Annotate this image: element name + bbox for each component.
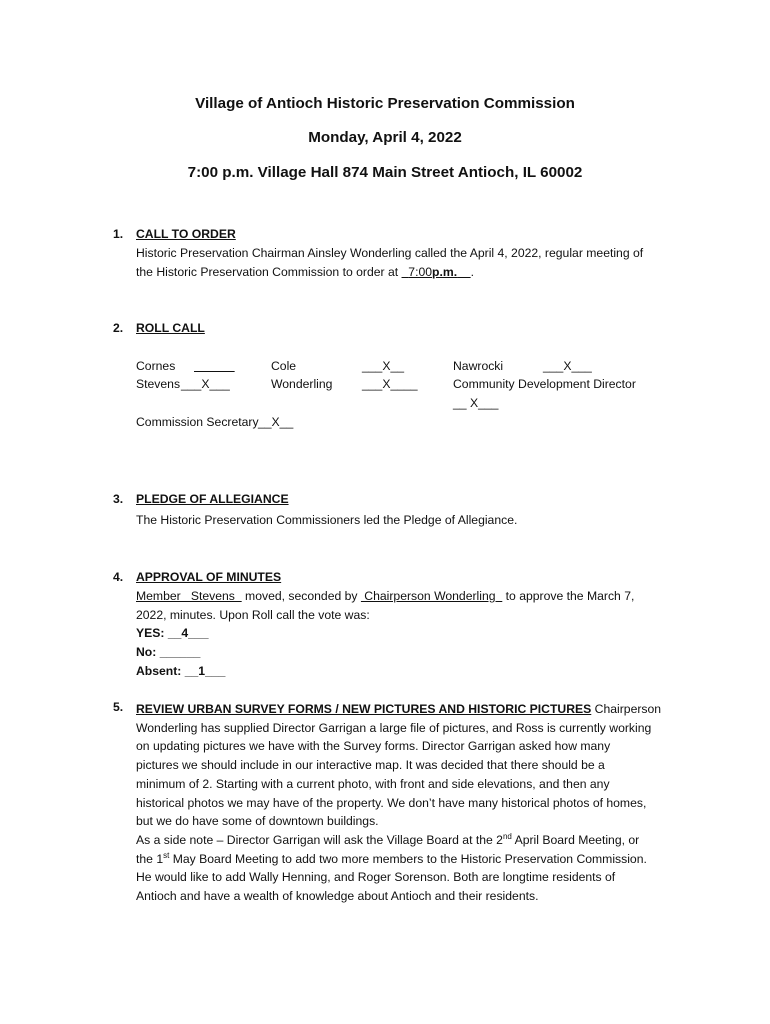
section-body (136, 587, 676, 681)
vote-value: __1___ (184, 663, 226, 678)
body-text: moved, seconded by (241, 589, 361, 603)
body-line: 2022, minutes. Upon Roll call the vote was: (136, 607, 370, 622)
body-line (136, 850, 676, 869)
roll-mark-cdd: __ X___ (453, 396, 499, 410)
body-line: Wonderling has supplied Director Garrigan a large file of pictures, and Ross is currently working (136, 720, 652, 735)
roll-name-cole: Cole (271, 359, 297, 373)
vote-value: __4___ (167, 626, 209, 641)
ordinal-suffix: st (163, 850, 170, 860)
section-number: 1. (113, 227, 124, 241)
body-line: minimum of 2. Starting with a current photo, with front and side elevations, and then any (136, 776, 610, 791)
vote-no (136, 643, 676, 662)
body-text: As a side note – Director Garrigan will ask the Village Board at the 2 (136, 832, 503, 847)
roll-name-wonderling: Wonderling (271, 377, 333, 391)
body-line: Historic Preservation Chairman Ainsley Wonderling called the April 4, 2022, regular meeting of (136, 246, 644, 260)
roll-name-nawrocki: Nawrocki (453, 359, 504, 373)
seconder-name: Chairperson Wonderling (360, 589, 503, 603)
document-title: Village of Antioch Historic Preservation Commission (195, 95, 575, 112)
vote-absent (136, 662, 676, 681)
roll-mark-wonderling: ___X____ (362, 377, 418, 391)
body-line: but we do have some of downtown buildings. (136, 814, 379, 829)
roll-mark-cole: ___X__ (362, 359, 405, 373)
call-time: 7:00p.m. (408, 264, 458, 279)
body-line: Antioch and have a wealth of knowledge about Antioch and their residents. (136, 889, 539, 904)
body-line: He would like to add Wally Henning, and Roger Sorenson. Both are longtime residents of (136, 870, 616, 885)
vote-value: ______ (159, 645, 201, 660)
mover-name: Member Stevens (136, 589, 242, 603)
vote-yes (136, 624, 676, 643)
section-body (136, 511, 676, 530)
roll-name-stevens: Stevens (136, 377, 181, 391)
roll-mark-nawrocki: ___X___ (543, 359, 592, 373)
section-number: 5. (113, 700, 124, 714)
body-text: April Board Meeting, or (511, 832, 640, 847)
section-number: 2. (113, 321, 124, 335)
vote-label: No: (136, 645, 160, 660)
ordinal-suffix: nd (502, 831, 512, 841)
roll-name-secretary: Commission Secretary (136, 415, 259, 429)
body-text: the 1 (136, 851, 164, 866)
body-text: May Board Meeting to add two more members to the Historic Preservation Commission. (169, 851, 647, 866)
body-line (136, 263, 676, 282)
body-text: the Historic Preservation Commission to order at (136, 264, 402, 279)
section-body (136, 244, 676, 281)
section-title: ROLL CALL (136, 321, 205, 335)
roll-mark-stevens: ___X___ (181, 377, 230, 391)
section-number: 4. (113, 570, 124, 584)
roll-name-cdd: Community Development Director (453, 377, 636, 391)
section-body (136, 700, 676, 906)
body-text: Chairperson (591, 702, 662, 716)
body-line: on updating pictures we have with the Survey forms. Director Garrigan asked how many (136, 739, 611, 754)
body-line (136, 700, 676, 719)
section-title: REVIEW URBAN SURVEY FORMS / NEW PICTURES AND HISTORIC PICTURES (136, 702, 592, 716)
vote-label: Absent: (136, 663, 185, 678)
body-line (136, 831, 676, 850)
roll-mark-secretary: __X__ (258, 415, 294, 429)
vote-label: YES: (136, 626, 168, 641)
roll-mark-cornes (194, 359, 235, 373)
meeting-date: Monday, April 4, 2022 (308, 129, 462, 146)
body-line: The Historic Preservation Commissioners led the Pledge of Allegiance. (136, 513, 518, 527)
section-title: CALL TO ORDER (136, 227, 236, 241)
body-text: to approve the March 7, (502, 589, 635, 603)
body-line: historical photos we may have of the property. We don’t have many historical photos of homes, (136, 795, 647, 810)
section-number: 3. (113, 492, 124, 506)
body-text: . (470, 264, 475, 279)
body-line (136, 587, 676, 606)
section-title: APPROVAL OF MINUTES (136, 570, 282, 584)
roll-name-cornes: Cornes (136, 359, 176, 373)
meeting-location: 7:00 p.m. Village Hall 874 Main Street Antioch, IL 60002 (187, 164, 583, 181)
body-line: pictures we should include in our interactive map. It was decided that there should be a (136, 758, 605, 773)
section-title: PLEDGE OF ALLEGIANCE (136, 492, 289, 506)
